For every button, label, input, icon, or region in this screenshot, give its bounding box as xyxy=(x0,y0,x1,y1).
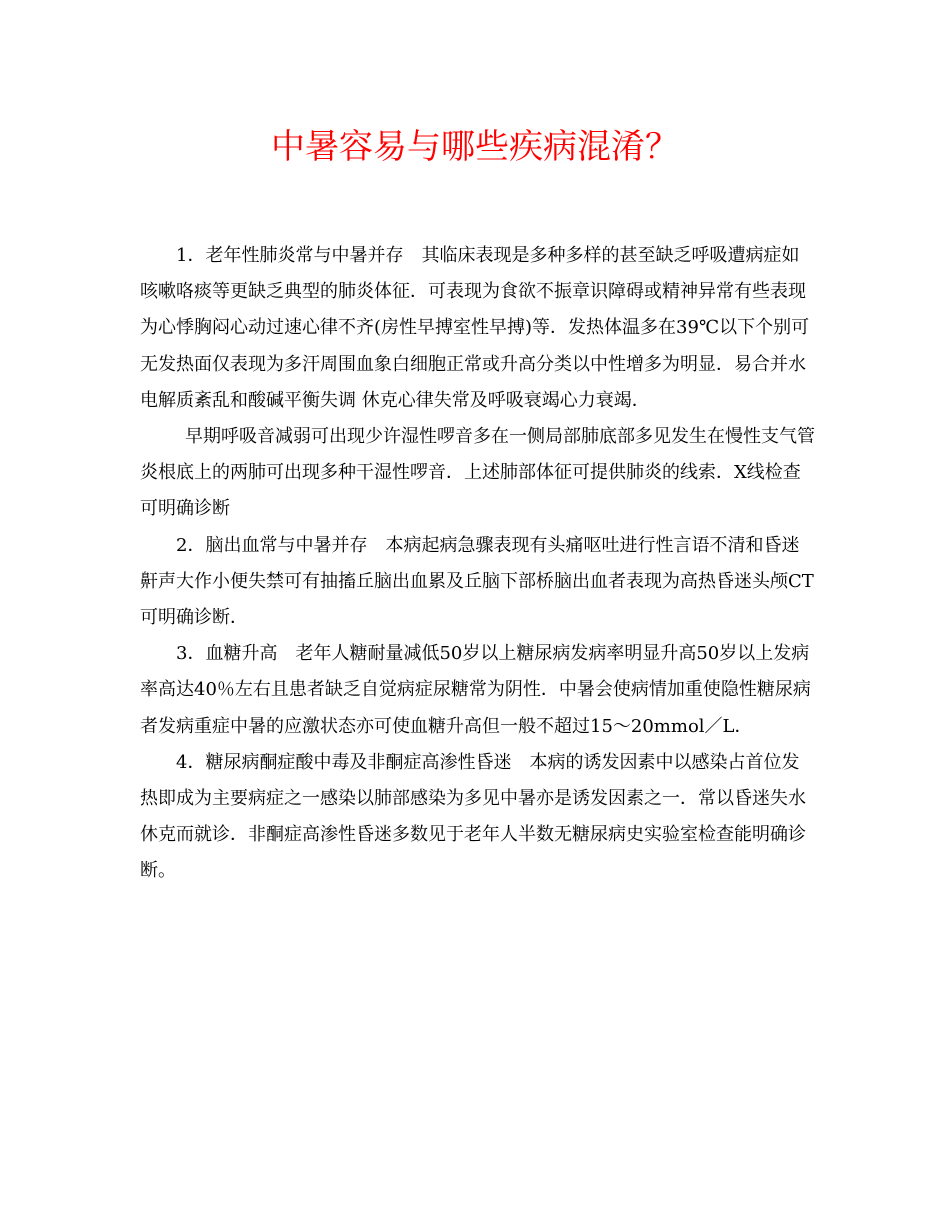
paragraph-lung-signs: 早期呼吸音减弱可出现少许湿性啰音多在一侧局部肺底部多见发生在慢性支气管炎根底上的两肺可出现多种干湿性啰音．上述肺部体征可提供肺炎的线索．X线检查可明确诊断 xyxy=(140,426,815,520)
paragraph-blood-sugar: 3．血糖升高 老年人糖耐量减低50岁以上糖尿病发病率明显升高50岁以上发病率高达40％左右且患者缺乏自觉病症尿糖常为阴性．中暑会使病情加重使隐性糖尿病者发病重症中暑的应激状态亦可使血糖升高但一般不超过15～20mmol／L． xyxy=(140,643,811,737)
paragraph-diabetic-ketoacidosis: 4．糖尿病酮症酸中毒及非酮症高渗性昏迷 本病的诱发因素中以感染占首位发热即成为主要病症之一感染以肺部感染为多见中暑亦是诱发因素之一．常以昏迷失水休克而就诊．非酮症高渗性昏迷多数见于老年人半数无糖尿病史实验室检查能明确诊断。 xyxy=(140,751,806,882)
paragraph-cerebral-hemorrhage: 2．脑出血常与中暑并存 本病起病急骤表现有头痛呕吐进行性言语不清和昏迷鼾声大作小便失禁可有抽搐丘脑出血累及丘脑下部桥脑出血者表现为高热昏迷头颅CT可明确诊断． xyxy=(140,534,814,629)
page-title: 中暑容易与哪些疾病混淆？ xyxy=(271,127,679,167)
paragraph-pneumonia: 1．老年性肺炎常与中暑并存 其临床表现是多种多样的甚至缺乏呼吸遭病症如咳嗽咯痰等更缺乏典型的肺炎体征．可表现为食欲不振章识障碍或精神异常有些表现为心悸胸闷心动过速心律不齐(房性早搏室性早搏)等．发热体温多在39℃以下个别可无发热面仅表现为多汗周围血象白细胞正常或升高分类以中性增多为明显．易合并水电解质紊乱和酸碱平衡失调 休克心律失常及呼吸衰竭心力衰竭． xyxy=(140,245,810,411)
document-body xyxy=(140,238,816,890)
